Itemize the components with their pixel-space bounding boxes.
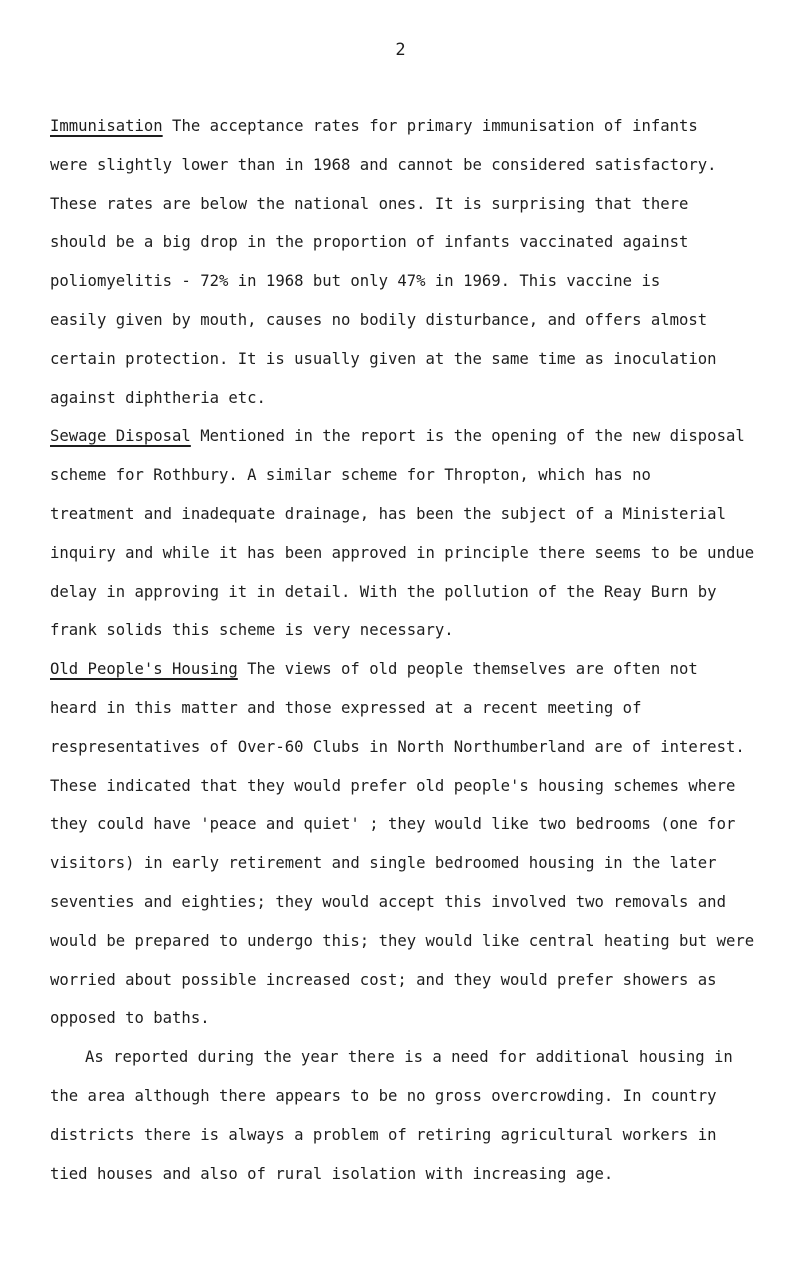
text-line: inquiry and while it has been approved in principle there seems to be undue [50,543,755,562]
text-line: treatment and inadequate drainage, has been the subject of a Ministerial [50,504,726,523]
section-old-peoples-housing [50,650,790,1038]
section-sewage-disposal [50,417,790,650]
text-line: worried about possible increased cost; and they would prefer showers as [50,970,717,989]
text-line: As reported during the year there is a need for additional housing in [85,1048,733,1067]
text-line: frank solids this scheme is very necessary. [50,621,454,640]
text-line: seventies and eighties; they would accept this involved two removals and [50,892,726,911]
section-heading: Old People's Housing [50,660,238,679]
body-text [50,107,790,1193]
text-line [50,417,790,456]
text-span: Mentioned in the report is the opening of the new disposal [190,427,745,446]
page-number: 2 [395,40,406,60]
text-line: opposed to baths. [50,1009,210,1028]
text-line: certain protection. It is usually given at the same time as inoculation [50,349,717,368]
text-line: heard in this matter and those expressed at a recent meeting of [50,698,642,717]
text-line: These rates are below the national ones. It is surprising that there [50,194,689,213]
text-line: poliomyelitis - 72% in 1968 but only 47% in 1969. This vaccine is [50,272,661,291]
text-line: delay in approving it in detail. With the pollution of the Reay Burn by [50,582,717,601]
section-closing-paragraph [50,1038,790,1193]
text-line: they could have 'peace and quiet' ; they would like two bedrooms (one for [50,815,736,834]
text-line: districts there is always a problem of retiring agricultural workers in [50,1125,717,1144]
text-span: The acceptance rates for primary immunisation of infants [162,117,698,135]
text-line: easily given by mouth, causes no bodily disturbance, and offers almost [50,310,708,329]
text-line: the area although there appears to be no gross overcrowding. In country [50,1086,717,1105]
text-line [50,650,790,689]
text-line: against diphtheria etc. [50,388,266,407]
text-line: scheme for Rothbury. A similar scheme for Thropton, which has no [50,466,651,485]
text-line: would be prepared to undergo this; they would like central heating but were [50,931,755,950]
text-line: were slightly lower than in 1968 and cannot be considered satisfactory. [50,155,717,174]
text-line: visitors) in early retirement and single bedroomed housing in the later [50,854,717,873]
text-line: should be a big drop in the proportion of infants vaccinated against [50,233,689,252]
text-line: respresentatives of Over-60 Clubs in North Northumberland are of interest. [50,737,745,756]
text-line: tied houses and also of rural isolation with increasing age. [50,1164,614,1183]
text-span: The views of old people themselves are often not [237,660,698,679]
section-heading: Immunisation [50,117,163,135]
section-immunisation [50,107,790,417]
text-line: These indicated that they would prefer old people's housing schemes where [50,776,736,795]
text-line [50,107,790,146]
section-heading: Sewage Disposal [50,427,191,446]
